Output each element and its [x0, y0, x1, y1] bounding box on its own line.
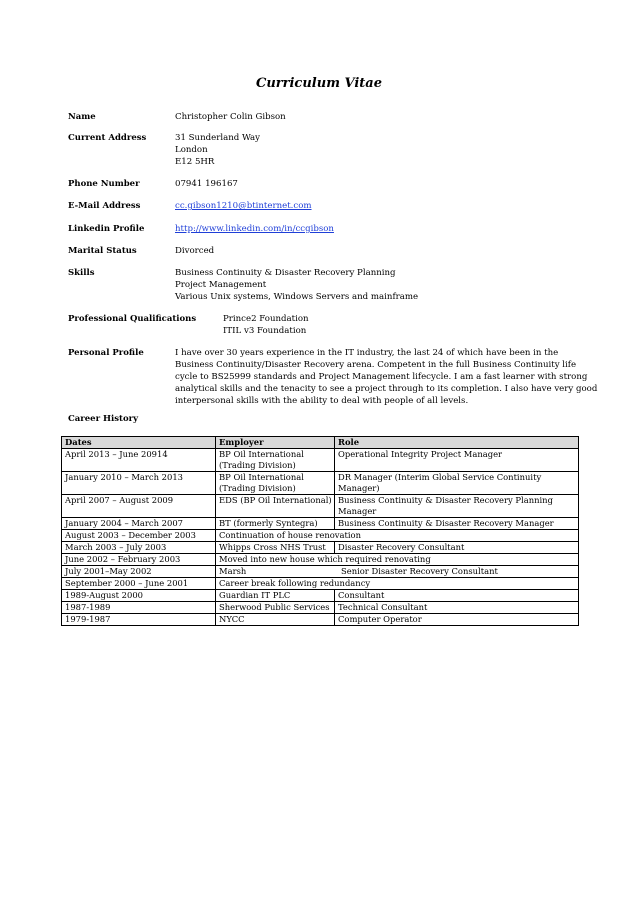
dates-cell: July 2001–May 2002 — [65, 566, 152, 576]
role-cell — [334, 590, 384, 601]
qualification-line: Prince2 Foundation — [223, 314, 309, 324]
career-history-heading: Career History — [68, 414, 139, 424]
marital-label: Marital Status — [68, 246, 137, 256]
employer-line: BP Oil International — [219, 449, 304, 459]
name-label: Name — [68, 112, 96, 122]
dates-cell: August 2003 – December 2003 — [65, 530, 196, 540]
profile-text — [175, 347, 598, 407]
table-row — [62, 471, 578, 494]
role-cell — [334, 495, 553, 517]
role-cell — [338, 566, 498, 577]
role-line: Operational Integrity Project Manager — [338, 449, 503, 459]
employer-cell — [215, 602, 333, 613]
role-cell — [334, 472, 541, 494]
table-row — [62, 565, 578, 577]
dates-cell: 1987-1989 — [65, 602, 111, 612]
dates-cell: April 2007 – August 2009 — [65, 495, 174, 505]
note-cell: Moved into new house which required renovating — [215, 554, 431, 565]
role-line: Manager — [338, 506, 377, 516]
role-cell — [334, 449, 502, 471]
note-cell: Continuation of house renovation — [215, 530, 361, 541]
address-value — [175, 132, 260, 168]
employer-line: BP Oil International — [219, 472, 304, 482]
dates-cell: March 2003 – July 2003 — [65, 542, 167, 552]
role-line: Business Continuity & Disaster Recovery Planning — [338, 495, 553, 505]
employer-line: EDS (BP Oil International) — [219, 495, 332, 505]
table-header-row — [62, 437, 578, 448]
qualifications-value — [223, 313, 309, 337]
table-row — [62, 541, 578, 553]
role-cell — [334, 602, 427, 613]
skill-line: Project Management — [175, 280, 267, 290]
qualification-line: ITIL v3 Foundation — [223, 326, 307, 336]
dates-cell: September 2000 – June 2001 — [65, 578, 189, 588]
employer-cell — [215, 590, 333, 601]
phone-value: 07941 196167 — [175, 179, 238, 189]
table-row — [62, 494, 578, 517]
role-header: Role — [334, 437, 359, 448]
marital-value: Divorced — [175, 246, 215, 256]
employer-cell — [215, 449, 333, 471]
career-table — [61, 436, 579, 626]
employer-line: Marsh — [219, 566, 247, 576]
dates-cell: April 2013 – June 20914 — [65, 449, 168, 459]
profile-line: Business Continuity/Disaster Recovery arena. Competent in the full Business Continuity life — [175, 360, 577, 370]
employer-cell — [215, 472, 333, 494]
employer-line: Sherwood Public Services — [219, 602, 330, 612]
address-label: Current Address — [68, 133, 147, 143]
dates-cell: January 2010 – March 2013 — [65, 472, 183, 482]
document-title: Curriculum Vitae — [256, 76, 382, 91]
address-line: E12 5HR — [175, 157, 215, 167]
role-line: DR Manager (Interim Global Service Continuity — [338, 472, 542, 482]
employer-line: (Trading Division) — [219, 460, 296, 470]
table-row — [62, 613, 578, 625]
role-line: Computer Operator — [338, 614, 422, 624]
role-line: Business Continuity & Disaster Recovery Manager — [338, 518, 554, 528]
dates-cell: June 2002 – February 2003 — [65, 554, 181, 564]
table-row — [62, 553, 578, 565]
role-line: Manager) — [338, 483, 380, 493]
profile-line: cycle to BS25999 standards and Project Management lifecycle. I am a fast learner with strong — [175, 372, 588, 382]
role-line: Technical Consultant — [338, 602, 428, 612]
employer-cell — [215, 495, 333, 517]
linkedin-link[interactable]: http://www.linkedin.com/in/ccgibson — [175, 224, 334, 234]
phone-label: Phone Number — [68, 179, 140, 189]
profile-label: Personal Profile — [68, 348, 144, 358]
employer-header: Employer — [215, 437, 333, 448]
role-cell — [334, 542, 464, 553]
name-value: Christopher Colin Gibson — [175, 112, 286, 122]
dates-cell: 1979-1987 — [65, 614, 111, 624]
table-row — [62, 529, 578, 541]
employer-cell — [215, 566, 333, 577]
table-row — [62, 601, 578, 613]
address-line: 31 Sunderland Way — [175, 133, 261, 143]
skills-label: Skills — [68, 268, 95, 278]
employer-line: (Trading Division) — [219, 483, 296, 493]
qualifications-label: Professional Qualifications — [68, 314, 197, 324]
role-line: Consultant — [338, 590, 385, 600]
profile-line: I have over 30 years experience in the IT industry, the last 24 of which have been in the — [175, 348, 559, 358]
skills-value — [175, 267, 418, 303]
employer-line: Guardian IT PLC — [219, 590, 291, 600]
linkedin-label: Linkedin Profile — [68, 224, 145, 234]
dates-cell: 1989-August 2000 — [65, 590, 143, 600]
employer-line: BT (formerly Syntegra) — [219, 518, 318, 528]
profile-line: interpersonal skills with the ability to deal with people of all levels. — [175, 396, 469, 406]
note-cell: Career break following redundancy — [215, 578, 370, 589]
employer-cell — [215, 542, 333, 553]
email-label: E-Mail Address — [68, 201, 141, 211]
table-row — [62, 448, 578, 471]
email-link[interactable]: cc.gibson1210@btinternet.com — [175, 201, 312, 211]
employer-line: Whipps Cross NHS Trust — [219, 542, 326, 552]
role-cell — [334, 614, 422, 625]
dates-header: Dates — [65, 437, 92, 447]
table-row — [62, 517, 578, 529]
table-row — [62, 589, 578, 601]
profile-line: analytical skills and the tenacity to see a project through to its completion. I also have very good — [175, 384, 598, 394]
role-line: Disaster Recovery Consultant — [338, 542, 465, 552]
table-row — [62, 577, 578, 589]
role-cell — [334, 518, 554, 529]
role-line: Senior Disaster Recovery Consultant — [341, 566, 498, 576]
employer-line: NYCC — [219, 614, 245, 624]
skill-line: Various Unix systems, Windows Servers and mainframe — [175, 292, 419, 302]
dates-cell: January 2004 – March 2007 — [65, 518, 183, 528]
skill-line: Business Continuity & Disaster Recovery Planning — [175, 268, 396, 278]
address-line: London — [175, 145, 208, 155]
employer-cell — [215, 614, 333, 625]
employer-cell — [215, 518, 333, 529]
